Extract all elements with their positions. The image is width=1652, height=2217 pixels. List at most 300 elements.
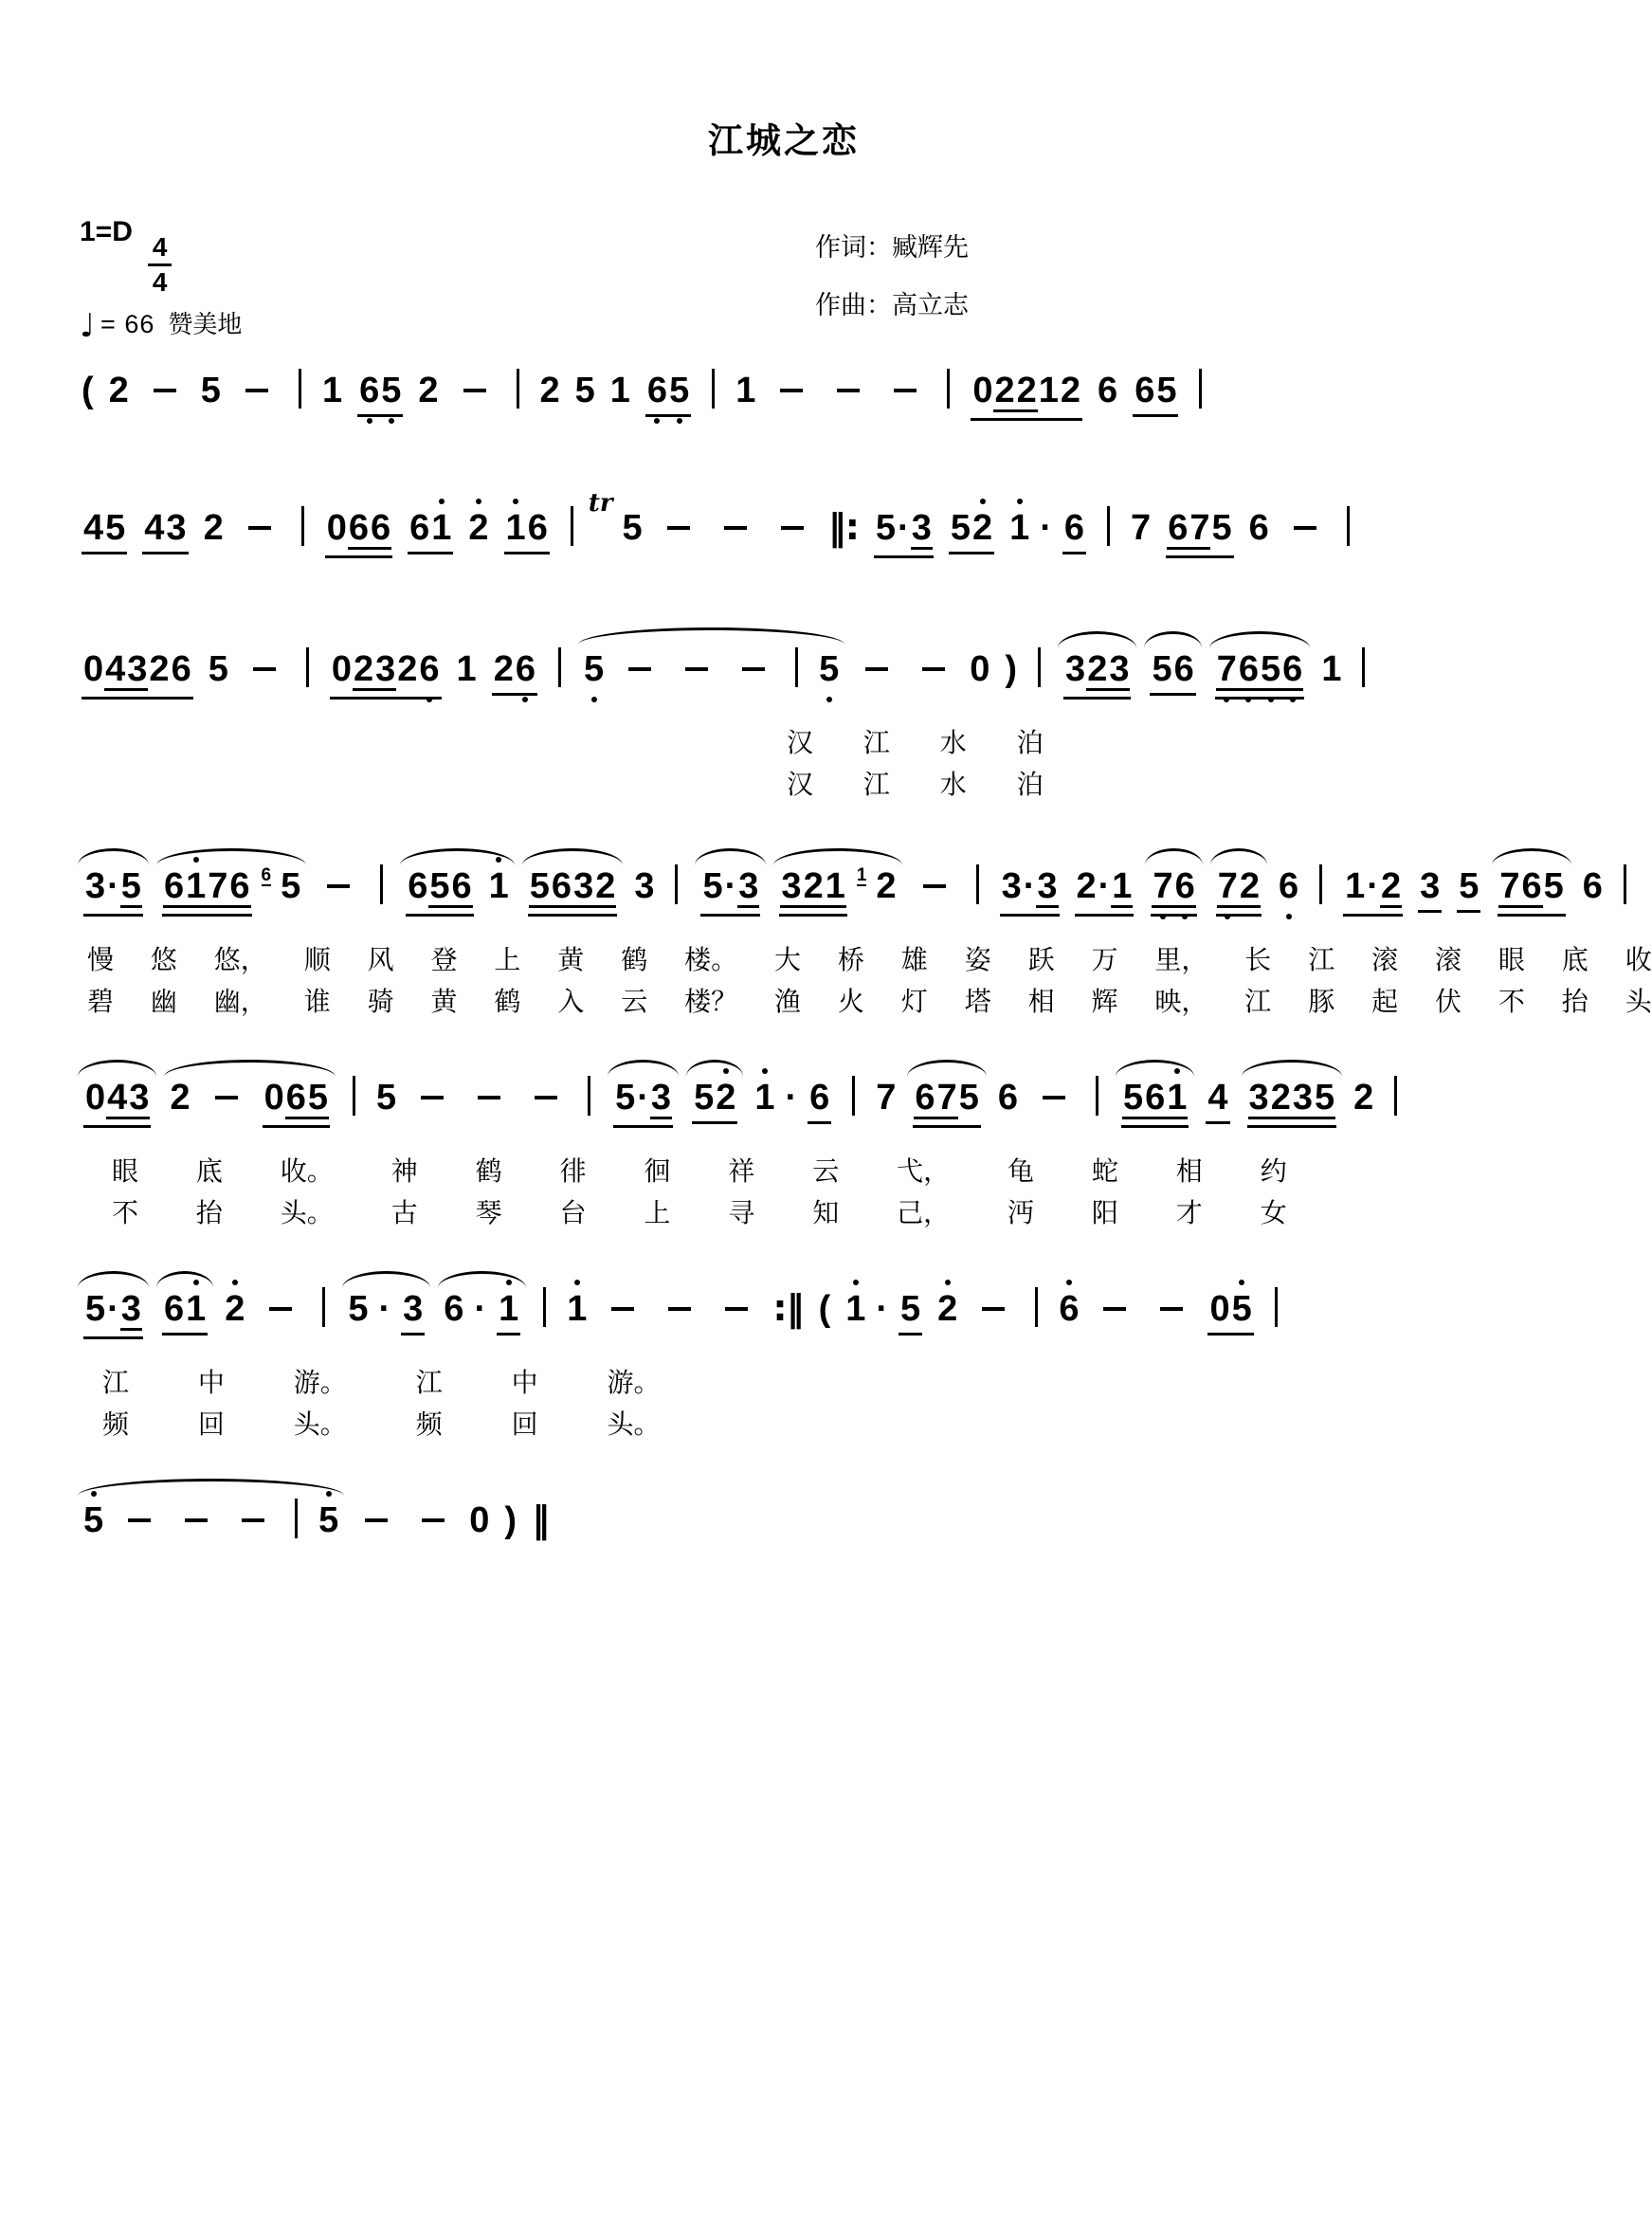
note: 6 — [1282, 649, 1303, 689]
note: 2 — [1380, 866, 1402, 906]
time-signature — [148, 233, 172, 297]
notation-line-7 — [74, 1466, 1505, 1554]
lyrics-line-5-1: 眼 底 收。 神 鹤 徘 徊 祥 云 弋， 龟 蛇 相 约 — [112, 1155, 1287, 1187]
barline — [558, 647, 561, 687]
dash — [923, 884, 946, 888]
note: 1 — [1038, 371, 1059, 410]
note: 6 — [1098, 371, 1118, 410]
note: 5 — [574, 371, 595, 410]
dash — [865, 667, 888, 671]
note: 3 — [1292, 1078, 1313, 1118]
note: 7 — [208, 866, 228, 906]
beam-group — [357, 373, 403, 417]
note: 6 — [1521, 866, 1542, 906]
note: 7 — [1153, 866, 1173, 906]
note: 0 — [1209, 1289, 1230, 1329]
dash — [154, 389, 176, 392]
barline — [1394, 1076, 1397, 1116]
beam-group — [263, 1080, 330, 1128]
beam-group — [83, 1291, 143, 1339]
note: 2 — [493, 649, 514, 689]
system-7 — [74, 1466, 1505, 1554]
beam-group — [406, 868, 473, 917]
key-label: 1=D — [80, 216, 133, 247]
note: 5 — [583, 649, 605, 689]
dash — [422, 1518, 445, 1522]
dash — [724, 526, 747, 530]
beam-group — [700, 868, 760, 917]
note: 0 — [972, 371, 993, 410]
beam-group — [1062, 510, 1086, 554]
note: 3 — [573, 866, 594, 906]
note: 6 — [370, 508, 391, 548]
note: 1 — [499, 1289, 519, 1329]
note: 3 — [375, 649, 396, 689]
note: 5 — [1459, 866, 1480, 906]
beam-group-sixteenth — [737, 868, 759, 908]
note: 3 — [634, 866, 655, 906]
beam-group-sixteenth — [1380, 868, 1402, 908]
slur — [1207, 868, 1271, 917]
song-title: 江城之恋 — [708, 120, 860, 161]
note: 5 — [375, 1078, 397, 1118]
slur — [74, 868, 153, 917]
dash — [463, 389, 486, 392]
beam-group — [1216, 868, 1262, 917]
dash — [982, 1307, 1005, 1311]
note: 0 — [263, 1078, 284, 1118]
note: 4 — [105, 649, 126, 689]
beam-group — [1063, 651, 1131, 700]
note: 5 — [1122, 1078, 1144, 1118]
dash — [611, 1307, 634, 1311]
note: 0 — [469, 1500, 490, 1540]
beam-group-sixteenth — [529, 868, 617, 908]
beam-group-sixteenth — [348, 510, 391, 550]
beam-group — [162, 1291, 208, 1336]
note: 5 — [1543, 866, 1564, 906]
note: 6 — [409, 508, 430, 548]
note: 5 — [958, 1078, 979, 1118]
beam-group — [874, 510, 934, 558]
note: 0 — [331, 649, 352, 689]
slur — [338, 1291, 434, 1336]
note: 2 — [397, 649, 418, 689]
dash — [780, 389, 803, 392]
note: 7 — [1216, 649, 1237, 689]
beam-group — [1166, 510, 1233, 558]
augmentation-dot: · — [107, 1289, 119, 1329]
beam-group — [692, 1080, 737, 1124]
repeat-end-barline: :‖ — [772, 1287, 804, 1329]
dash — [128, 1518, 151, 1522]
beam-group — [142, 510, 188, 554]
beam-group — [1151, 868, 1196, 917]
note: 3 — [911, 508, 932, 548]
augmentation-dot: · — [1098, 866, 1111, 906]
dash — [269, 1307, 292, 1311]
note: 5 — [669, 371, 690, 410]
grace-note: 6 — [261, 865, 272, 885]
note: 4 — [107, 1078, 128, 1118]
note: 6 — [515, 649, 536, 689]
note: 6 — [1168, 508, 1189, 548]
note: 2 — [1270, 1078, 1291, 1118]
dash — [922, 667, 945, 671]
slur — [434, 1291, 530, 1336]
beam-group — [162, 868, 252, 917]
beam-group — [325, 510, 392, 558]
note: 6 — [1135, 371, 1155, 410]
note: 5 — [381, 371, 402, 410]
slur — [903, 1080, 989, 1128]
note: 5 — [622, 508, 643, 548]
barline — [947, 369, 950, 409]
beam-group — [1215, 651, 1305, 700]
note: 5 — [875, 508, 897, 548]
beam-group-sixteenth — [1152, 868, 1195, 908]
beam-group-sixteenth — [285, 1080, 329, 1119]
beam-group — [1121, 1080, 1189, 1128]
dash — [245, 389, 268, 392]
slur — [770, 865, 905, 917]
barline — [1107, 506, 1110, 546]
composer-credit: 作曲：高立志 — [815, 290, 969, 320]
lyrics-line-3-1: 汉 江 水 泊 — [787, 727, 1044, 758]
note: 6 — [997, 1078, 1018, 1118]
note: 6 — [163, 1289, 185, 1329]
augmentation-dot: · — [1367, 866, 1379, 906]
barline — [1347, 506, 1350, 546]
slur — [396, 868, 518, 917]
note: 6 — [809, 1078, 830, 1118]
beam-group — [613, 1080, 673, 1128]
lyrics-line-5-2: 不 抬 头。 古 琴 台 上 寻 知 己， 沔 阳 才 女 — [112, 1197, 1287, 1228]
barline — [712, 369, 715, 409]
note: 5 — [307, 1078, 328, 1118]
note: ( — [818, 1289, 831, 1329]
beam-group-sixteenth — [780, 868, 845, 908]
note: 6 — [229, 866, 250, 906]
notation-line-1 — [74, 336, 1505, 436]
dash — [685, 667, 708, 671]
beam-group — [949, 510, 994, 554]
beam-group — [1075, 868, 1135, 917]
beam-group — [1133, 373, 1178, 417]
system-1 — [74, 336, 1505, 436]
note: 5 — [429, 866, 450, 906]
note: 6 — [1248, 508, 1269, 548]
barline — [976, 864, 979, 904]
note: 5 — [1261, 649, 1281, 689]
credits — [815, 220, 969, 336]
note: 3 — [1248, 1078, 1269, 1118]
note: 5 — [819, 649, 840, 689]
note: 3 — [1037, 866, 1058, 906]
note: ) — [1005, 649, 1018, 689]
note: 2 — [994, 371, 1015, 410]
note: 5 — [1156, 371, 1177, 410]
note: 3 — [166, 508, 187, 548]
note: 5 — [615, 1078, 636, 1118]
note: 5 — [1231, 1289, 1252, 1329]
beam-group — [408, 510, 453, 554]
note: 6 — [646, 371, 668, 410]
note: 0 — [970, 649, 990, 689]
lyrics-line-6-1: 江 中 游。 江 中 游。 — [102, 1367, 661, 1398]
barline — [322, 1287, 325, 1327]
dash — [215, 1096, 238, 1099]
note: 2 — [1016, 371, 1037, 410]
beam-group-sixteenth — [106, 1080, 150, 1119]
augmentation-dot: · — [876, 1289, 889, 1329]
slur — [1140, 651, 1205, 696]
beam-group-sixteenth — [163, 868, 251, 908]
note: 3 — [738, 866, 759, 906]
barline — [517, 369, 519, 409]
note: 2 — [203, 508, 224, 548]
dash — [242, 1518, 264, 1522]
note: 1 — [754, 1078, 775, 1118]
beam-group-sixteenth — [120, 1291, 142, 1331]
augmentation-dot: · — [637, 1078, 649, 1118]
barline — [1199, 369, 1202, 409]
beam-group — [1343, 868, 1403, 917]
note: 7 — [936, 1078, 957, 1118]
note: 5 — [318, 1500, 339, 1540]
note: 1 — [845, 1289, 866, 1329]
slur — [1112, 1080, 1198, 1128]
dash — [1043, 1096, 1065, 1099]
time-signature-numerator: 4 — [148, 233, 172, 266]
note: 1 — [567, 1289, 588, 1329]
note: 4 — [144, 508, 165, 548]
beam-group — [1418, 868, 1442, 913]
note: 2 — [539, 371, 560, 410]
note: 1 — [735, 371, 756, 410]
barline — [295, 1499, 298, 1538]
dash — [742, 667, 765, 671]
time-signature-denominator: 4 — [152, 267, 168, 298]
note: 2 — [468, 508, 489, 548]
barline — [588, 1076, 590, 1116]
barline — [1275, 1287, 1278, 1327]
note: 2 — [149, 649, 170, 689]
barline — [571, 506, 573, 546]
note: 6 — [451, 866, 472, 906]
slur — [153, 1291, 217, 1336]
beam-group — [1247, 1080, 1337, 1128]
note: 0 — [83, 649, 104, 689]
note: 6 — [419, 649, 440, 689]
slur — [1206, 651, 1315, 700]
note: 7 — [1499, 866, 1520, 906]
note: ) — [504, 1500, 517, 1540]
quarter-note-icon: ♩ — [80, 307, 96, 345]
dash — [535, 1096, 557, 1099]
barline — [1624, 864, 1626, 904]
note: 2 — [1087, 649, 1108, 689]
beam-group-sixteenth — [120, 868, 142, 908]
slur — [160, 1080, 339, 1128]
slur — [691, 868, 770, 917]
beam-group — [899, 1291, 922, 1336]
note: 5 — [85, 1289, 106, 1329]
note: 5 — [208, 649, 228, 689]
barline — [299, 369, 301, 409]
note: 2 — [937, 1289, 958, 1329]
beam-group-sixteenth — [1248, 1080, 1336, 1119]
beam-group — [528, 868, 618, 917]
note: 3 — [129, 1078, 150, 1118]
beam-group-sixteenth — [353, 651, 396, 691]
note: 6 — [444, 1289, 464, 1329]
beam-group — [971, 373, 1082, 421]
note: 4 — [1207, 1078, 1228, 1118]
barline — [353, 1076, 355, 1116]
lyrics-line-3-2: 汉 江 水 泊 — [787, 769, 1044, 800]
beam-group-sixteenth — [428, 868, 472, 908]
beam-group-sixteenth — [1111, 868, 1133, 908]
note: 6 — [1238, 649, 1260, 689]
slur — [74, 1499, 348, 1538]
dash — [894, 389, 917, 392]
note: 2 — [1076, 866, 1097, 906]
note: 3 — [1420, 866, 1441, 906]
barline — [380, 864, 383, 904]
augmentation-dot: · — [107, 866, 119, 906]
note: 1 — [488, 866, 509, 906]
beam-group — [83, 868, 143, 917]
dash — [1294, 526, 1316, 530]
note: 6 — [285, 1078, 306, 1118]
system-4 — [74, 832, 1652, 1017]
note: 2 — [1353, 1078, 1374, 1118]
dash — [628, 667, 651, 671]
beam-group-sixteenth — [104, 651, 148, 691]
beam-group-sixteenth — [1217, 868, 1261, 908]
note: 3 — [120, 1289, 141, 1329]
augmentation-dot: · — [378, 1289, 391, 1329]
beam-group — [1207, 1291, 1253, 1336]
slur — [1141, 868, 1206, 917]
note: 2 — [108, 371, 129, 410]
beam-group-sixteenth — [1086, 651, 1130, 691]
score — [74, 336, 1652, 1582]
augmentation-dot: · — [474, 1289, 487, 1329]
beam-group-sixteenth — [1036, 868, 1058, 908]
note: 5 — [1314, 1078, 1335, 1118]
beam-group — [82, 510, 127, 554]
barline — [795, 647, 798, 687]
beam-group — [82, 651, 193, 700]
note: 6 — [408, 866, 428, 906]
beam-group-sixteenth — [1498, 868, 1542, 908]
note: 1 — [1345, 866, 1366, 906]
note: 1 — [186, 866, 207, 906]
dash — [421, 1096, 444, 1099]
note: 1 — [1167, 1078, 1188, 1118]
note: 5 — [900, 1289, 921, 1329]
tempo-value: = 66 — [100, 310, 155, 338]
note: 1 — [1321, 649, 1342, 689]
system-2 — [74, 474, 1505, 573]
note: 3 — [1065, 649, 1086, 689]
note: 7 — [1189, 508, 1210, 548]
note: 6 — [551, 866, 572, 906]
barline — [543, 1287, 546, 1327]
dash — [185, 1518, 208, 1522]
barline — [1319, 864, 1322, 904]
notation-line-5 — [74, 1044, 1505, 1143]
note: 5 — [105, 508, 126, 548]
note: 5 — [120, 866, 141, 906]
note: 3 — [403, 1289, 424, 1329]
beam-group — [492, 651, 537, 696]
barline — [1038, 647, 1041, 687]
notation-line-6 — [74, 1255, 1505, 1354]
augmentation-dot: · — [724, 866, 737, 906]
augmentation-dot: · — [898, 508, 910, 548]
barline — [1096, 1076, 1098, 1116]
note: 5 — [281, 866, 301, 906]
note: 6 — [1582, 866, 1603, 906]
slur — [604, 1080, 682, 1128]
barline — [675, 864, 678, 904]
note: 5 — [702, 866, 723, 906]
note: 3 — [1001, 866, 1022, 906]
note: 5 — [529, 866, 550, 906]
note: 6 — [1279, 866, 1299, 906]
beam-group — [497, 1291, 520, 1336]
note: 0 — [85, 1078, 106, 1118]
augmentation-dot: · — [1040, 508, 1052, 548]
note: 5 — [200, 371, 221, 410]
beam-group-sixteenth — [993, 373, 1037, 412]
note: 7 — [876, 1078, 897, 1118]
note: 2 — [1239, 866, 1260, 906]
note: 2 — [1060, 371, 1081, 410]
beam-group-sixteenth — [914, 1080, 957, 1119]
beam-group — [779, 868, 846, 917]
note: 3 — [650, 1078, 672, 1118]
dash — [667, 526, 690, 530]
beam-group — [808, 1080, 831, 1124]
note: 2 — [418, 371, 439, 410]
lyrics-line-6-2: 频 回 头。 频 回 头。 — [102, 1408, 661, 1440]
notation-line-2 — [74, 474, 1505, 573]
key-signature — [80, 216, 172, 297]
system-3 — [74, 615, 1505, 798]
beam-group-sixteenth — [911, 510, 933, 550]
slur — [1054, 651, 1140, 700]
barline — [1362, 647, 1365, 687]
system-6 — [74, 1255, 1505, 1438]
note: 5 — [694, 1078, 715, 1118]
augmentation-dot: · — [785, 1078, 798, 1118]
note: 5 — [1211, 508, 1232, 548]
beam-group — [83, 1080, 151, 1128]
note: 6 — [527, 508, 548, 548]
barline — [306, 647, 309, 687]
repeat-start-barline: ‖: — [827, 506, 859, 548]
note: 1 — [431, 508, 452, 548]
dash — [837, 389, 860, 392]
note: ( — [82, 371, 94, 410]
note: 6 — [1145, 1078, 1166, 1118]
beam-group — [1457, 868, 1480, 913]
note: 6 — [1063, 508, 1085, 548]
